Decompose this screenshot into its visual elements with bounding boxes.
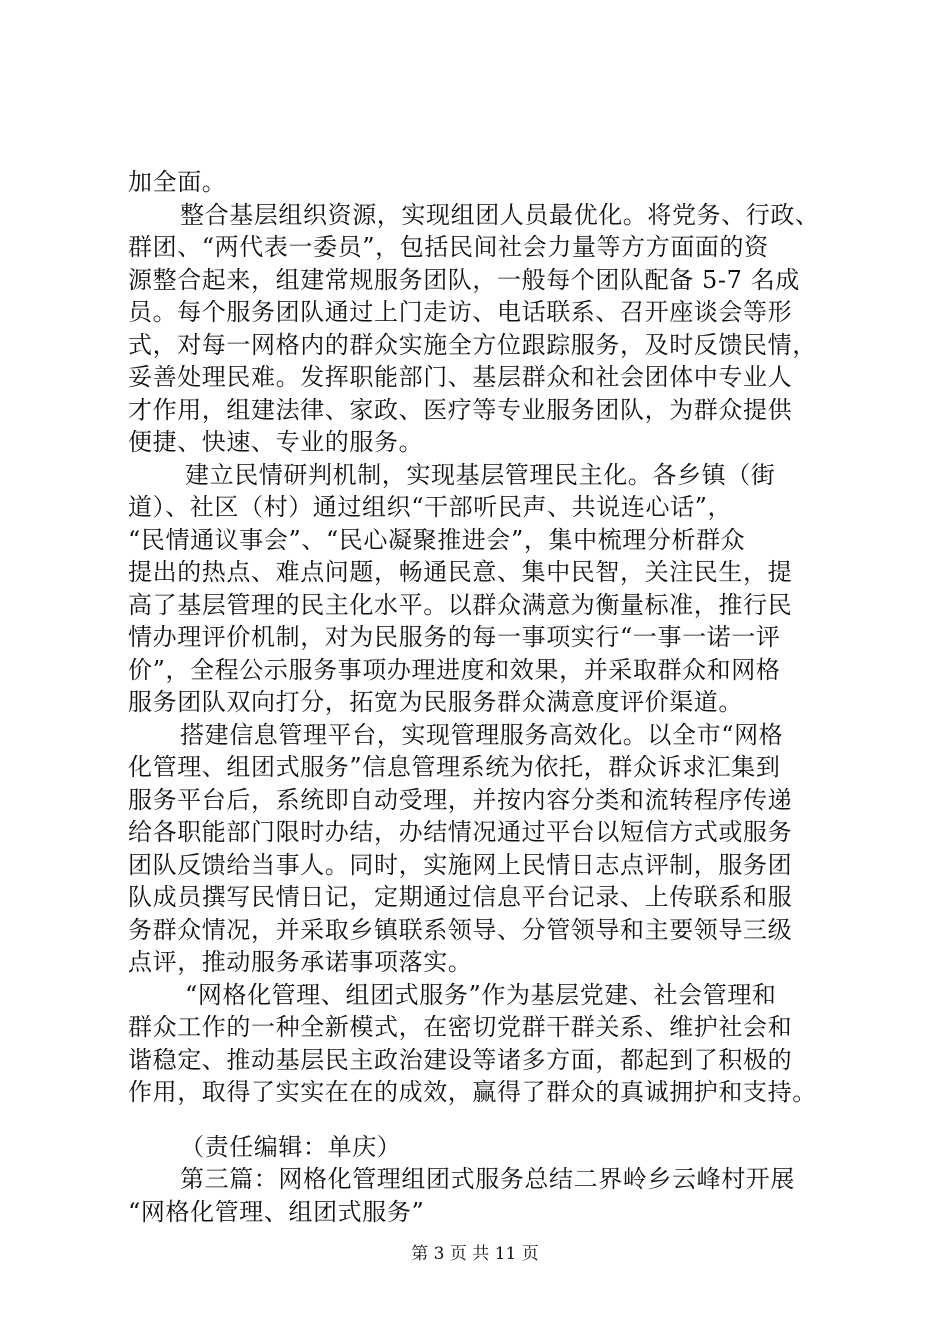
text-line: 价”，全程公示服务事项办理进度和效果，并采取群众和网格	[128, 655, 781, 684]
paragraph-gap	[128, 1109, 838, 1131]
text-line: 队成员撰写民情日记，定期通过信息平台记录、上传联系和服	[128, 883, 793, 911]
text-line: 情办理评价机制，对为民服务的每一事项实行“一事一诺一评	[128, 623, 781, 651]
text-line: “民情通议事会”、“民心凝聚推进会”，集中梳理分析群众	[128, 525, 746, 554]
paragraph-start-line: 搭建信息管理平台，实现管理服务高效化。以全市“网格	[180, 720, 784, 749]
text-line: 加全面。	[128, 168, 227, 196]
paragraph-start-line: “网格化管理、组团式服务”作为基层党建、社会管理和	[185, 980, 777, 1009]
text-line: 作用，取得了实实在在的成效，赢得了群众的真诚拥护和支持。	[128, 1078, 817, 1106]
text-line: 妥善处理民难。发挥职能部门、基层群众和社会团体中专业人	[128, 363, 793, 391]
text-line: 道）、社区（村）通过组织“干部听民声、共说连心话”，	[128, 493, 733, 521]
paragraph-start-line: 建立民情研判机制，实现基层管理民主化。各乡镇（街	[185, 460, 776, 489]
text-line: 团队反馈给当事人。同时，实施网上民情日志点评制，服务团	[128, 850, 793, 879]
text-line: 务群众情况，并采取乡镇联系领导、分管领导和主要领导三级	[128, 915, 793, 944]
text-line: 提出的热点、难点问题，畅通民意、集中民智，关注民生，提	[128, 558, 793, 586]
text-line: 员。每个服务团队通过上门走访、电话联系、召开座谈会等形	[128, 298, 793, 326]
text-line: 化管理、组团式服务”信息管理系统为依托，群众诉求汇集到	[128, 753, 781, 781]
text-line: 才作用，组建法律、家政、医疗等专业服务团队，为群众提供	[128, 395, 793, 424]
text-line: 便捷、快速、专业的服务。	[128, 428, 424, 456]
text-line: 服务团队双向打分，拓宽为民服务群众满意度评价渠道。	[128, 688, 743, 716]
page-number-footer: 第 3 页 共 11 页	[411, 1244, 539, 1264]
section-heading-line: “网格化管理、组团式服务”	[128, 1197, 425, 1226]
document-body	[128, 166, 838, 1228]
text-line: 谐稳定、推动基层民主政治建设等诸多方面，都起到了积极的	[128, 1045, 793, 1074]
text-line: 源整合起来，组建常规服务团队，一般每个团队配备 5-7 名成	[128, 265, 800, 294]
text-line: 服务平台后，系统即自动受理，并按内容分类和流转程序传递	[128, 785, 793, 814]
section-heading-line: 第三篇：网格化管理组团式服务总结二界岭乡云峰村开展	[180, 1165, 795, 1193]
text-line: 式，对每一网格内的群众实施全方位跟踪服务，及时反馈民情，	[128, 330, 817, 359]
text-line: 给各职能部门限时办结，办结情况通过平台以短信方式或服务	[128, 818, 793, 846]
editor-credit: （责任编辑：单庆）	[180, 1132, 402, 1161]
paragraph-start-line: 整合基层组织资源，实现组团人员最优化。将党务、行政、	[180, 200, 820, 229]
text-line: 高了基层管理的民主化水平。以群众满意为衡量标准，推行民	[128, 590, 793, 619]
text-line: 群团、“两代表一委员”，包括民间社会力量等方方面面的资	[128, 233, 769, 261]
text-line: 群众工作的一种全新模式，在密切党群干群关系、维护社会和	[128, 1013, 793, 1041]
text-line: 点评，推动服务承诺事项落实。	[128, 948, 473, 976]
